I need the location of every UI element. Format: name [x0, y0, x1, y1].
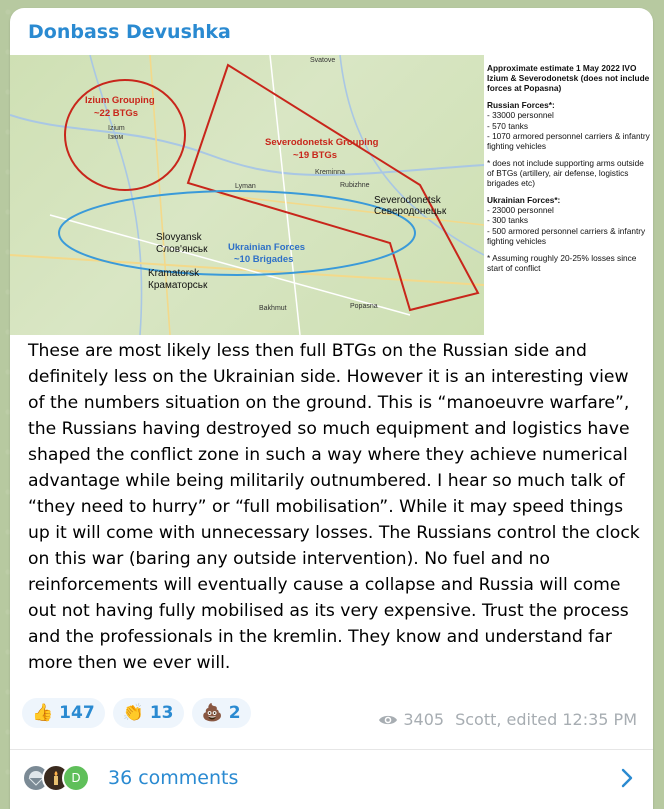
- map-label-ukrainian-brigades: ~10 Brigades: [234, 254, 294, 265]
- map-label-izium-grouping: Izium Grouping: [85, 95, 155, 106]
- reactions-bar: [22, 698, 251, 728]
- message-card: [10, 8, 653, 809]
- divider: [10, 749, 653, 750]
- russian-forces-note: * does not include supporting arms outside of BTGs (artillery, air defense, logistics brigades etc): [487, 157, 644, 189]
- reaction-poo[interactable]: [192, 698, 251, 728]
- map-label-popasna: Popasna: [350, 303, 378, 310]
- map-label-lyman: Lyman: [235, 183, 256, 190]
- ukrainian-forces-item: - 300 tanks: [487, 215, 529, 226]
- map-label-slovyansk: Slovyansk: [156, 232, 202, 243]
- map-label-kramatorsk-cyr: Краматорськ: [148, 280, 208, 291]
- map-label-kramatorsk: Kramatorsk: [148, 268, 200, 279]
- author-edited-time: Scott, edited 12:35 PM: [455, 710, 637, 729]
- reaction-thumbs-up[interactable]: [22, 698, 105, 728]
- map-legend-title: Approximate estimate 1 May 2022 IVO Izium & Severodonetsk (does not include forces at Popasna): [487, 63, 650, 94]
- reaction-count: 147: [59, 703, 95, 723]
- russian-forces-heading: Russian Forces*:: [487, 100, 555, 111]
- message-meta: [378, 710, 637, 729]
- ukrainian-forces-item: - 23000 personnel: [487, 205, 554, 216]
- map-label-svatove: Svatove: [310, 57, 336, 64]
- russian-forces-item: - 33000 personnel: [487, 110, 554, 121]
- map-label-kreminna: Kreminna: [315, 169, 345, 176]
- map-label-izium-btgs: ~22 BTGs: [94, 108, 139, 119]
- candle-icon: [49, 770, 63, 786]
- map-label-severodonetsk-cyr: Северодонецьк: [374, 206, 447, 217]
- map-label-severodonetsk: Severodonetsk: [374, 195, 441, 206]
- ukrainian-forces-item: - 500 armored personnel carriers & infantry fighting vehicles: [487, 225, 646, 246]
- comments-button[interactable]: [22, 758, 653, 798]
- reaction-count: 2: [228, 703, 241, 723]
- map-label-izium-cyr: Ізюм: [108, 134, 124, 141]
- map-legend-text: [487, 63, 653, 335]
- map-label-bakhmut: Bakhmut: [259, 305, 287, 312]
- map-image[interactable]: [10, 55, 653, 335]
- map-label-izium: Izium: [108, 125, 125, 132]
- comments-count-label: 36 comments: [108, 767, 239, 789]
- map-area: [10, 55, 484, 335]
- reaction-count: 13: [149, 703, 174, 723]
- map-label-rubizhne: Rubizhne: [340, 182, 370, 189]
- reaction-clap[interactable]: [113, 698, 184, 728]
- ukrainian-forces-heading: Ukrainian Forces*:: [487, 195, 561, 206]
- map-label-slovyansk-cyr: Слов'янськ: [156, 244, 208, 255]
- thumbs-up-icon: 👍: [32, 703, 54, 723]
- view-count: 3405: [403, 710, 445, 729]
- map-label-severodonetsk-btgs: ~19 BTGs: [293, 150, 338, 161]
- clapping-hands-icon: 👏: [122, 703, 144, 723]
- eye-icon: [378, 713, 398, 727]
- losses-assumption: * Assuming roughly 20-25% losses since start of conflict: [487, 252, 637, 273]
- chevron-right-icon: [621, 768, 633, 788]
- pile-of-poo-icon: 💩: [201, 703, 223, 723]
- map-label-ukrainian-forces: Ukrainian Forces: [228, 242, 306, 253]
- russian-forces-item: - 570 tanks: [487, 120, 529, 131]
- russian-forces-item: - 1070 armored personnel carriers & infantry fighting vehicles: [487, 130, 650, 151]
- post-text: These are most likely less then full BTGs on the Russian side and definitely less on the Ukrainian side. However it is an interesting view of the numbers situation on the ground. This is “manoeuvre warfare”, the Russians having destroyed so much equipment and logistics have shaped the conflict zone in such a way where they achieve numerical advantage while being militarily outnumbered. I hear so much talk of “they need to hurry” or “full mobilisation”. While it may speed things up it will come with unnecessary losses. The Russians control the clock on this war (baring any outside intervention). No fuel and no reinforcements will eventually cause a collapse and Russia will come out not having fully mobilised as its very expensive. Trust the process and the professionals in the kremlin. They know and understand far more then we ever will.: [28, 341, 640, 673]
- avatar: [62, 764, 90, 792]
- channel-name[interactable]: Donbass Devushka: [28, 21, 231, 43]
- avatar-letter: D: [71, 771, 81, 785]
- map-label-severodonetsk-grouping: Severodonetsk Grouping: [265, 137, 379, 148]
